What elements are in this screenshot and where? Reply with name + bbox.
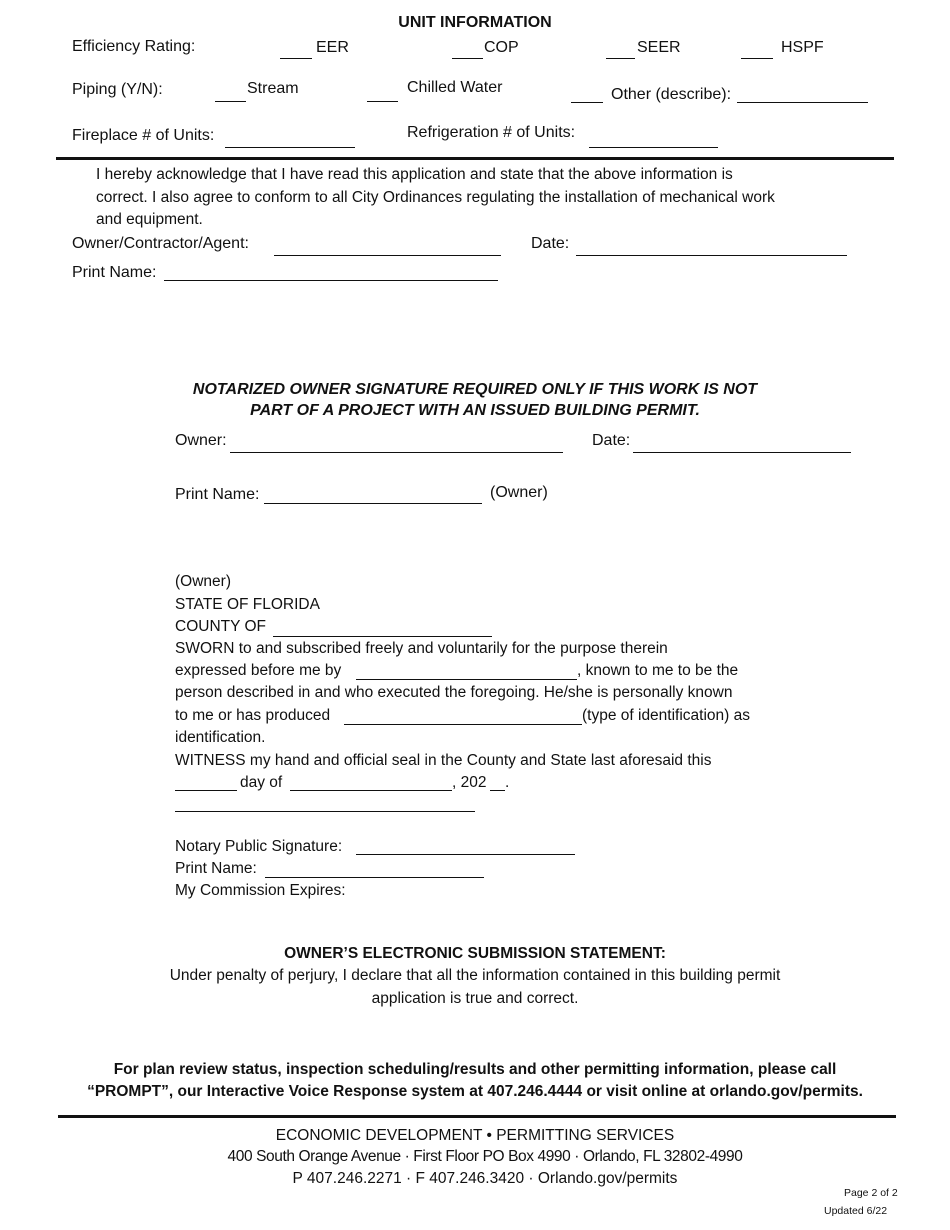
sworn-year-prefix: , 202	[452, 774, 487, 791]
witness-day-field[interactable]	[175, 790, 237, 791]
footer-address: 400 South Orange Avenue · First Floor PO Box 4990 · Orlando, FL 32802-4990	[227, 1148, 743, 1165]
notary-heading-line-2: PART OF A PROJECT WITH AN ISSUED BUILDING PERMIT.	[250, 402, 700, 419]
sworn-line-1: SWORN to and subscribed freely and voluntarily for the purpose therein	[175, 640, 668, 657]
sworn-line-2b: , known to me to be the	[577, 662, 739, 679]
witness-month-field[interactable]	[290, 790, 452, 791]
owner-print-name-label: Print Name:	[175, 486, 260, 503]
ack-print-name-field[interactable]	[164, 280, 498, 281]
owner-contractor-agent-signature[interactable]	[274, 255, 501, 256]
refrigeration-units-field[interactable]	[589, 147, 718, 148]
prompt-line-2: “PROMPT”, our Interactive Voice Response system at 407.246.4444 or visit online at orlando.gov/permits.	[87, 1083, 863, 1100]
piping-label: Piping (Y/N):	[72, 81, 163, 98]
ack-line-3: and equipment.	[96, 211, 203, 228]
expressed-before-me-by-field[interactable]	[356, 679, 577, 680]
sworn-line-2a: expressed before me by	[175, 662, 342, 679]
witness-year-field[interactable]	[490, 790, 505, 791]
electronic-statement-heading: OWNER’S ELECTRONIC SUBMISSION STATEMENT:	[284, 945, 666, 962]
electronic-statement-line-2: application is true and correct.	[371, 990, 579, 1007]
owner-print-name-field[interactable]	[264, 503, 482, 504]
notary-seal-line[interactable]	[175, 811, 475, 812]
section-divider-bottom	[58, 1115, 896, 1118]
notary-signature-field[interactable]	[356, 854, 575, 855]
other-field[interactable]	[571, 102, 603, 103]
owner-signature-field[interactable]	[230, 452, 563, 453]
notary-print-name-field[interactable]	[265, 877, 484, 878]
stream-label: Stream	[247, 80, 299, 97]
footer-contact: P 407.246.2271 · F 407.246.3420 · Orlando.gov/permits	[292, 1170, 678, 1187]
sworn-owner-label: (Owner)	[175, 573, 231, 590]
hspf-field[interactable]	[741, 58, 773, 59]
owner-label: Owner:	[175, 432, 227, 449]
cop-field[interactable]	[452, 58, 483, 59]
refrigeration-units-label: Refrigeration # of Units:	[407, 124, 576, 141]
owner-date-label: Date:	[592, 432, 631, 449]
stream-field[interactable]	[215, 101, 246, 102]
notary-heading-line-1: NOTARIZED OWNER SIGNATURE REQUIRED ONLY IF THIS WORK IS NOT	[192, 381, 758, 398]
updated-date: Updated 6/22	[824, 1205, 888, 1217]
sworn-year-period: .	[505, 774, 510, 791]
identification-type-field[interactable]	[344, 724, 582, 725]
other-describe-field[interactable]	[737, 102, 868, 103]
ack-line-2: correct. I also agree to conform to all City Ordinances regulating the installation of mechanical work	[96, 189, 775, 206]
page-number: Page 2 of 2	[844, 1187, 898, 1199]
notary-print-name-label: Print Name:	[175, 860, 257, 877]
county-field[interactable]	[273, 636, 492, 637]
ack-print-name-label: Print Name:	[72, 264, 157, 281]
seer-field[interactable]	[606, 58, 635, 59]
eer-label: EER	[316, 39, 349, 56]
owner-paren-label: (Owner)	[490, 484, 548, 501]
sworn-line-4b: (type of identification) as	[582, 707, 751, 724]
footer-department: ECONOMIC DEVELOPMENT • PERMITTING SERVICES	[275, 1127, 675, 1144]
seer-label: SEER	[637, 39, 681, 56]
owner-contractor-agent-label: Owner/Contractor/Agent:	[72, 235, 249, 252]
prompt-line-1: For plan review status, inspection scheduling/results and other permitting information, please call	[113, 1061, 837, 1078]
efficiency-rating-label: Efficiency Rating:	[72, 38, 196, 55]
sworn-line-6: WITNESS my hand and official seal in the County and State last aforesaid this	[175, 752, 712, 769]
eer-field[interactable]	[280, 58, 312, 59]
fireplace-units-label: Fireplace # of Units:	[72, 127, 215, 144]
sworn-day-of-label: day of	[240, 774, 283, 791]
chilled-water-label: Chilled Water	[407, 79, 503, 96]
cop-label: COP	[484, 39, 519, 56]
fireplace-units-field[interactable]	[225, 147, 355, 148]
chilled-water-field[interactable]	[367, 101, 398, 102]
other-describe-label: Other (describe):	[611, 86, 732, 103]
sworn-line-4a: to me or has produced	[175, 707, 331, 724]
county-label: COUNTY OF	[175, 618, 266, 635]
state-of-florida: STATE OF FLORIDA	[175, 596, 320, 613]
section-divider-top	[56, 157, 894, 160]
commission-expires-label: My Commission Expires:	[175, 882, 346, 899]
electronic-statement-line-1: Under penalty of perjury, I declare that all the information contained in this building permit	[169, 967, 781, 984]
hspf-label: HSPF	[781, 39, 824, 56]
owner-date-field[interactable]	[633, 452, 851, 453]
unit-info-title: UNIT INFORMATION	[398, 14, 552, 31]
ack-date-label: Date:	[531, 235, 570, 252]
notary-signature-label: Notary Public Signature:	[175, 838, 343, 855]
sworn-line-3: person described in and who executed the foregoing. He/she is personally known	[175, 684, 733, 701]
ack-date-field[interactable]	[576, 255, 847, 256]
ack-line-1: I hereby acknowledge that I have read this application and state that the above information is	[96, 166, 733, 183]
sworn-line-5: identification.	[175, 729, 266, 746]
